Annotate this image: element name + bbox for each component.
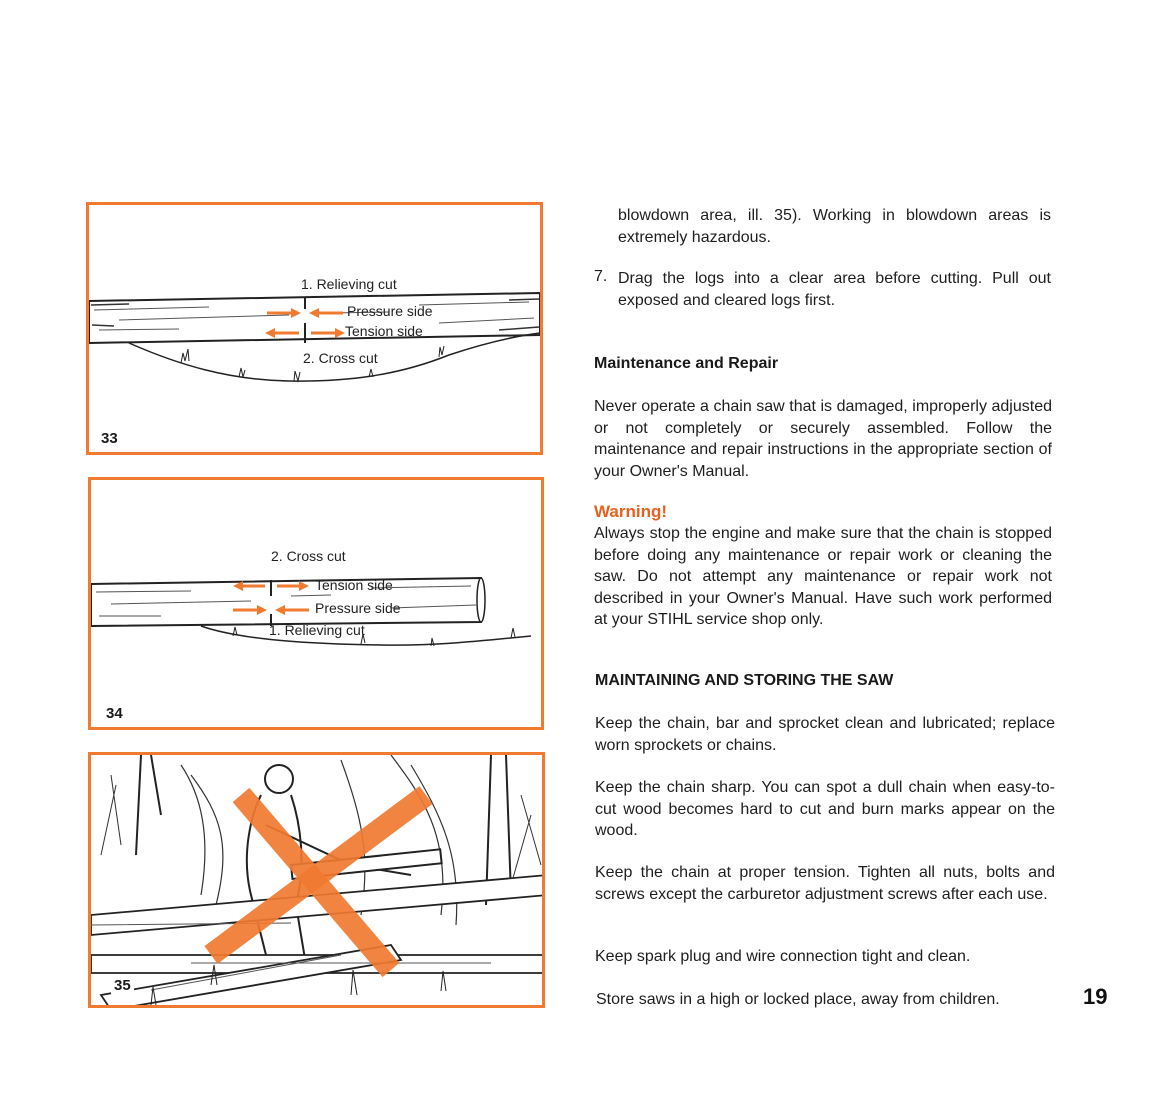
label-cross-cut: 2. Cross cut <box>303 350 378 366</box>
illustration-blowdown-area-crossed-out <box>91 755 545 1008</box>
warning-paragraph: Always stop the engine and make sure that the chain is stopped before doing any maintenance or repair work or cleaning the saw. Do not attempt any maintenance or repair work not described in your Owner's Manual. Have such work performed at your STIHL service shop only. <box>594 525 1052 628</box>
label-pressure-side: Pressure side <box>315 600 401 616</box>
label-tension-side: Tension side <box>315 577 393 593</box>
keep-tension-paragraph: Keep the chain at proper tension. Tighten all nuts, bolts and screws except the carburetor adjustment screws after each use. <box>595 864 1055 903</box>
item-7-paragraph: Drag the logs into a clear area before cutting. Pull out exposed and cleared logs first. <box>618 270 1051 309</box>
label-cross-cut: 2. Cross cut <box>271 548 346 564</box>
maintenance-paragraph: Never operate a chain saw that is damaged, improperly adjusted or not completely or securely assembled. Follow the maintenance and repair instructions in the appropriate section of your Owner's Manual. <box>594 398 1052 480</box>
figure-number: 35 <box>111 977 134 994</box>
label-relieving-cut: 1. Relieving cut <box>269 622 365 638</box>
store-saws-paragraph: Store saws in a high or locked place, away from children. <box>596 991 1000 1008</box>
illustration-log-supported-both-ends <box>89 205 543 455</box>
item-7-number: 7. <box>594 268 608 285</box>
storing-heading: MAINTAINING AND STORING THE SAW <box>595 672 894 689</box>
figure-34 <box>88 477 544 730</box>
blowdown-paragraph: blowdown area, ill. 35). Working in blowdown areas is extremely hazardous. <box>618 207 1051 246</box>
figure-number: 33 <box>101 430 118 447</box>
label-tension-side: Tension side <box>345 323 423 339</box>
figure-33 <box>86 202 543 455</box>
page-number: 19 <box>1083 984 1108 1009</box>
figure-number: 34 <box>106 705 123 722</box>
keep-clean-paragraph: Keep the chain, bar and sprocket clean and lubricated; replace worn sprockets or chains. <box>595 715 1055 754</box>
maintenance-heading: Maintenance and Repair <box>594 355 779 372</box>
label-pressure-side: Pressure side <box>347 303 433 319</box>
figure-35 <box>88 752 545 1008</box>
label-relieving-cut: 1. Relieving cut <box>301 276 397 292</box>
keep-sharp-paragraph: Keep the chain sharp. You can spot a dull chain when easy-to-cut wood becomes hard to cut and burn marks appear on the wood. <box>595 779 1055 839</box>
keep-spark-plug-paragraph: Keep spark plug and wire connection tight and clean. <box>595 948 971 965</box>
warning-label: Warning! <box>594 502 668 521</box>
